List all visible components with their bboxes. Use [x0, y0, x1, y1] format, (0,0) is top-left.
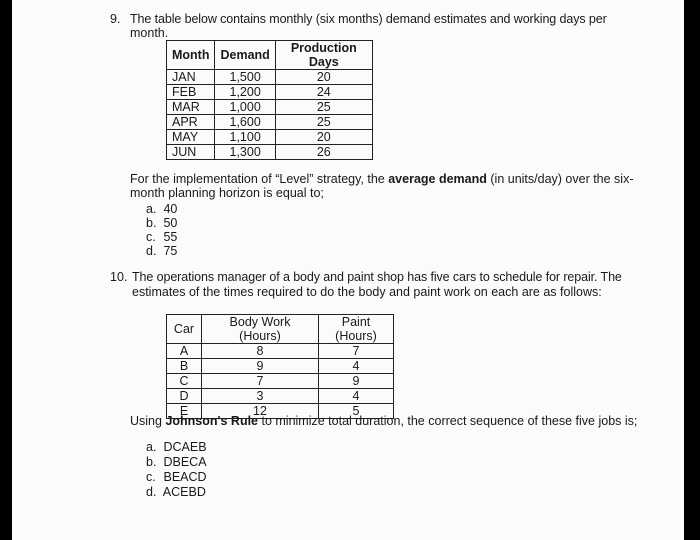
days-cell: 24 — [275, 85, 372, 100]
demand-cell: 1,000 — [215, 100, 275, 115]
header-production-days: Production Days — [275, 41, 372, 70]
document-page — [12, 0, 684, 540]
question-9-text-line2: month. — [130, 26, 169, 40]
question-10-prompt — [130, 414, 637, 429]
prompt-9-part2: (in units/day) over the six- — [486, 172, 634, 186]
q10-option-c[interactable] — [146, 470, 207, 485]
option-key: d. — [146, 485, 157, 499]
body-cell: 12 — [202, 404, 319, 419]
q10-option-b[interactable] — [146, 455, 207, 470]
car-cell: E — [167, 404, 202, 419]
car-cell: A — [167, 344, 202, 359]
demand-cell: 1,100 — [215, 130, 275, 145]
body-cell: 7 — [202, 374, 319, 389]
table-row — [167, 374, 394, 389]
option-value: BEACD — [163, 470, 207, 484]
month-cell: JUN — [167, 145, 215, 160]
table-row — [167, 70, 373, 85]
question-10-text-line1: The operations manager of a body and paint shop has five cars to schedule for repair. The — [132, 270, 622, 284]
month-cell: FEB — [167, 85, 215, 100]
demand-cell: 1,300 — [215, 145, 275, 160]
prompt-9-part1: For the implementation of “Level” strategy, the — [130, 172, 389, 186]
paint-cell: 7 — [319, 344, 394, 359]
days-cell: 25 — [275, 100, 372, 115]
month-cell: MAY — [167, 130, 215, 145]
option-key: a. — [146, 440, 157, 454]
question-10-text-line2: estimates of the times required to do the body and paint work on each are as follows: — [132, 285, 602, 299]
header-body-work: Body Work (Hours) — [202, 315, 319, 344]
q9-option-b[interactable] — [146, 216, 177, 231]
table-row — [167, 359, 394, 374]
body-cell: 8 — [202, 344, 319, 359]
option-key: c. — [146, 230, 156, 244]
demand-cell: 1,200 — [215, 85, 275, 100]
month-cell: JAN — [167, 70, 215, 85]
table-header-row — [167, 315, 394, 344]
prompt-10-part2: to minimize total duration, the correct sequence of these five jobs is; — [258, 414, 638, 428]
table-row — [167, 344, 394, 359]
q9-option-a[interactable] — [146, 202, 177, 217]
paint-cell: 4 — [319, 359, 394, 374]
prompt-9-bold: average demand — [388, 172, 487, 186]
q9-option-c[interactable] — [146, 230, 177, 245]
table-row — [167, 389, 394, 404]
question-9-number: 9. — [110, 12, 121, 26]
paint-cell: 9 — [319, 374, 394, 389]
option-value: 50 — [163, 216, 178, 230]
q10-option-d[interactable] — [146, 485, 206, 500]
q10-option-a[interactable] — [146, 440, 207, 455]
days-cell: 26 — [275, 145, 372, 160]
repair-times-table — [166, 314, 394, 419]
prompt-10-part1: Using — [130, 414, 166, 428]
table-row — [167, 85, 373, 100]
car-cell: D — [167, 389, 202, 404]
question-9-text-line1: The table below contains monthly (six months) demand estimates and working days per — [130, 12, 607, 26]
option-key: b. — [146, 455, 157, 469]
days-cell: 20 — [275, 70, 372, 85]
option-value: 40 — [163, 202, 178, 216]
prompt-10-bold: Johnson's Rule — [165, 414, 259, 428]
table-header-row — [167, 41, 373, 70]
question-9-prompt-line2: month planning horizon is equal to; — [130, 186, 324, 200]
paint-cell: 5 — [319, 404, 394, 419]
header-month: Month — [167, 41, 215, 70]
table-row — [167, 100, 373, 115]
table-row — [167, 115, 373, 130]
paint-cell: 4 — [319, 389, 394, 404]
option-value: DBECA — [163, 455, 207, 469]
q9-option-d[interactable] — [146, 244, 177, 259]
option-value: ACEBD — [162, 485, 206, 499]
days-cell: 25 — [275, 115, 372, 130]
option-value: DCAEB — [163, 440, 207, 454]
month-cell: APR — [167, 115, 215, 130]
demand-cell: 1,600 — [215, 115, 275, 130]
header-paint: Paint (Hours) — [319, 315, 394, 344]
header-car: Car — [167, 315, 202, 344]
table-row — [167, 130, 373, 145]
option-key: b. — [146, 216, 157, 230]
option-value: 75 — [163, 244, 178, 258]
car-cell: B — [167, 359, 202, 374]
table-row — [167, 145, 373, 160]
month-cell: MAR — [167, 100, 215, 115]
body-cell: 3 — [202, 389, 319, 404]
option-key: a. — [146, 202, 157, 216]
option-key: d. — [146, 244, 157, 258]
option-key: c. — [146, 470, 156, 484]
header-demand: Demand — [215, 41, 275, 70]
option-value: 55 — [163, 230, 178, 244]
days-cell: 20 — [275, 130, 372, 145]
question-9-prompt — [130, 172, 634, 187]
car-cell: C — [167, 374, 202, 389]
demand-table — [166, 40, 373, 160]
question-10-number: 10. — [110, 270, 128, 284]
body-cell: 9 — [202, 359, 319, 374]
demand-cell: 1,500 — [215, 70, 275, 85]
